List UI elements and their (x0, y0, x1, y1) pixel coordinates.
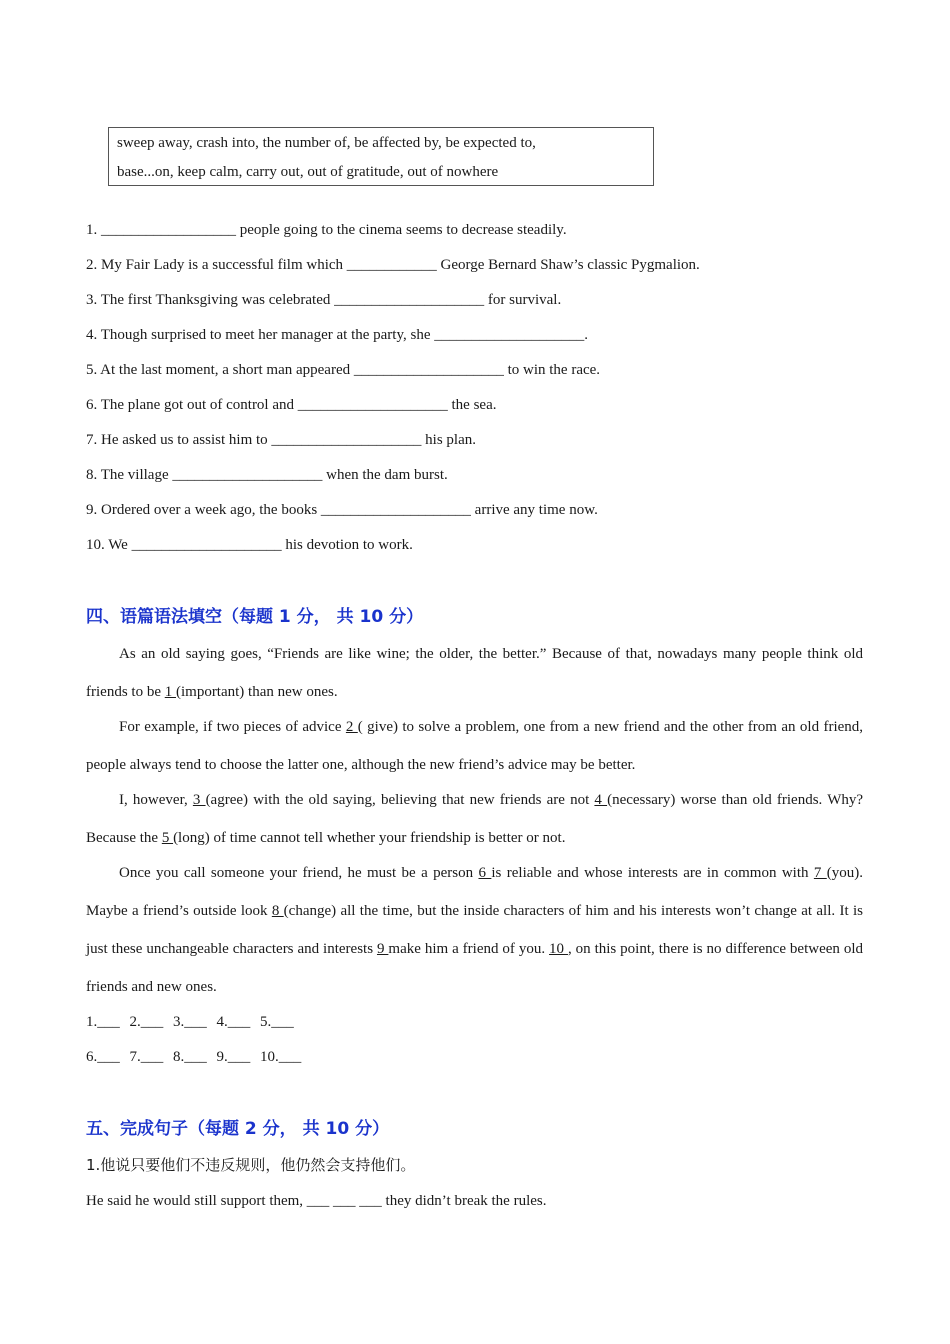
passage-text: (long) of time cannot tell whether your friendship is better or not. (173, 830, 566, 846)
passage-text: is reliable and whose interests are in common with (491, 865, 814, 881)
question-3: 3. The first Thanksgiving was celebrated ____________________ for survival. (86, 292, 562, 308)
blank-2: 2 (345, 719, 358, 735)
blank-7: 7 (813, 865, 827, 881)
passage-text: (important) than new ones. (175, 684, 338, 700)
answer-slot: 2.___ (129, 1014, 164, 1030)
answer-slot: 6.___ (86, 1049, 120, 1065)
blank-6: 6 (478, 865, 492, 881)
passage-text: (change) all the time, but the inside characters of him and his interests won’t change at all. It is just these unchangeable characters and interests (86, 903, 863, 957)
section-5-heading: 五、完成句子（每题 2 分， 共 10 分） (86, 1119, 390, 1139)
question-10: 10. We ____________________ his devotion to work. (86, 537, 413, 553)
section-5-question-1-chinese: 1.他说只要他们不违反规则，他仍然会支持他们。 (86, 1156, 416, 1174)
blank-5: 5 (161, 830, 174, 846)
blank-4: 4 (594, 792, 608, 808)
passage-text: , on this point, there is no difference between old friends and new ones. (86, 941, 863, 995)
passage-paragraph-4 (86, 854, 863, 1006)
passage-text: For example, if two pieces of advice (119, 719, 346, 735)
passage-text: Once you call someone your friend, he must be a person (119, 865, 479, 881)
section-5-question-1-english: He said he would still support them, ___ ___ ___ they didn’t break the rules. (86, 1193, 547, 1209)
passage-text: (you). Maybe a friend’s outside look (86, 865, 864, 919)
question-6: 6. The plane got out of control and ____________________ the sea. (86, 397, 497, 413)
blank-8: 8 (271, 903, 284, 919)
answer-row-2 (86, 1047, 307, 1067)
section-4-heading: 四、语篇语法填空（每题 1 分， 共 10 分） (86, 607, 424, 627)
phrase-box (108, 127, 654, 186)
answer-row-1 (86, 1012, 300, 1032)
question-7: 7. He asked us to assist him to ____________________ his plan. (86, 432, 476, 448)
passage-text: (necessary) worse than old friends. Why? Because the (86, 792, 864, 846)
question-8: 8. The village ____________________ when the dam burst. (86, 467, 448, 483)
blank-3: 3 (192, 792, 206, 808)
answer-slot: 8.___ (173, 1049, 207, 1065)
answer-slot: 9.___ (216, 1049, 251, 1065)
passage-text: (agree) with the old saying, believing that new friends are not (205, 792, 595, 808)
question-1: 1. __________________ people going to the cinema seems to decrease steadily. (86, 222, 567, 238)
answer-slot: 5.___ (260, 1014, 294, 1030)
question-4: 4. Though surprised to meet her manager at the party, she ____________________. (86, 327, 588, 343)
question-9: 9. Ordered over a week ago, the books ____________________ arrive any time now. (86, 502, 598, 518)
answer-slot: 4.___ (216, 1014, 251, 1030)
question-2: 2. My Fair Lady is a successful film which ____________ George Bernard Shaw’s classic Pygmalion. (86, 257, 700, 273)
answer-slot: 1.___ (86, 1014, 120, 1030)
phrase-box-line-1: sweep away, crash into, the number of, be affected by, be expected to, (117, 135, 536, 151)
question-5: 5. At the last moment, a short man appeared ____________________ to win the race. (86, 362, 601, 378)
answer-slot: 3.___ (173, 1014, 207, 1030)
blank-1: 1 (164, 684, 176, 700)
blank-9: 9 (376, 941, 389, 957)
passage-text: As an old saying goes, “Friends are like wine; the older, the better.” Because of that, nowadays many people think old friends to be (86, 646, 863, 700)
passage-paragraph-1 (86, 635, 863, 711)
passage-text: ( give) to solve a problem, one from a new friend and the other from an old friend, people always tend to choose the latter one, although the new friend’s advice may be better. (86, 719, 864, 773)
passage-paragraph-2 (86, 708, 863, 784)
answer-slot: 7.___ (129, 1049, 164, 1065)
passage-paragraph-3 (86, 781, 863, 857)
blank-10: 10 (549, 941, 568, 957)
phrase-box-line-2: base...on, keep calm, carry out, out of gratitude, out of nowhere (117, 164, 499, 180)
passage-text: make him a friend of you. (388, 941, 550, 957)
answer-slot: 10.___ (260, 1049, 302, 1065)
passage-text: I, however, (119, 792, 193, 808)
